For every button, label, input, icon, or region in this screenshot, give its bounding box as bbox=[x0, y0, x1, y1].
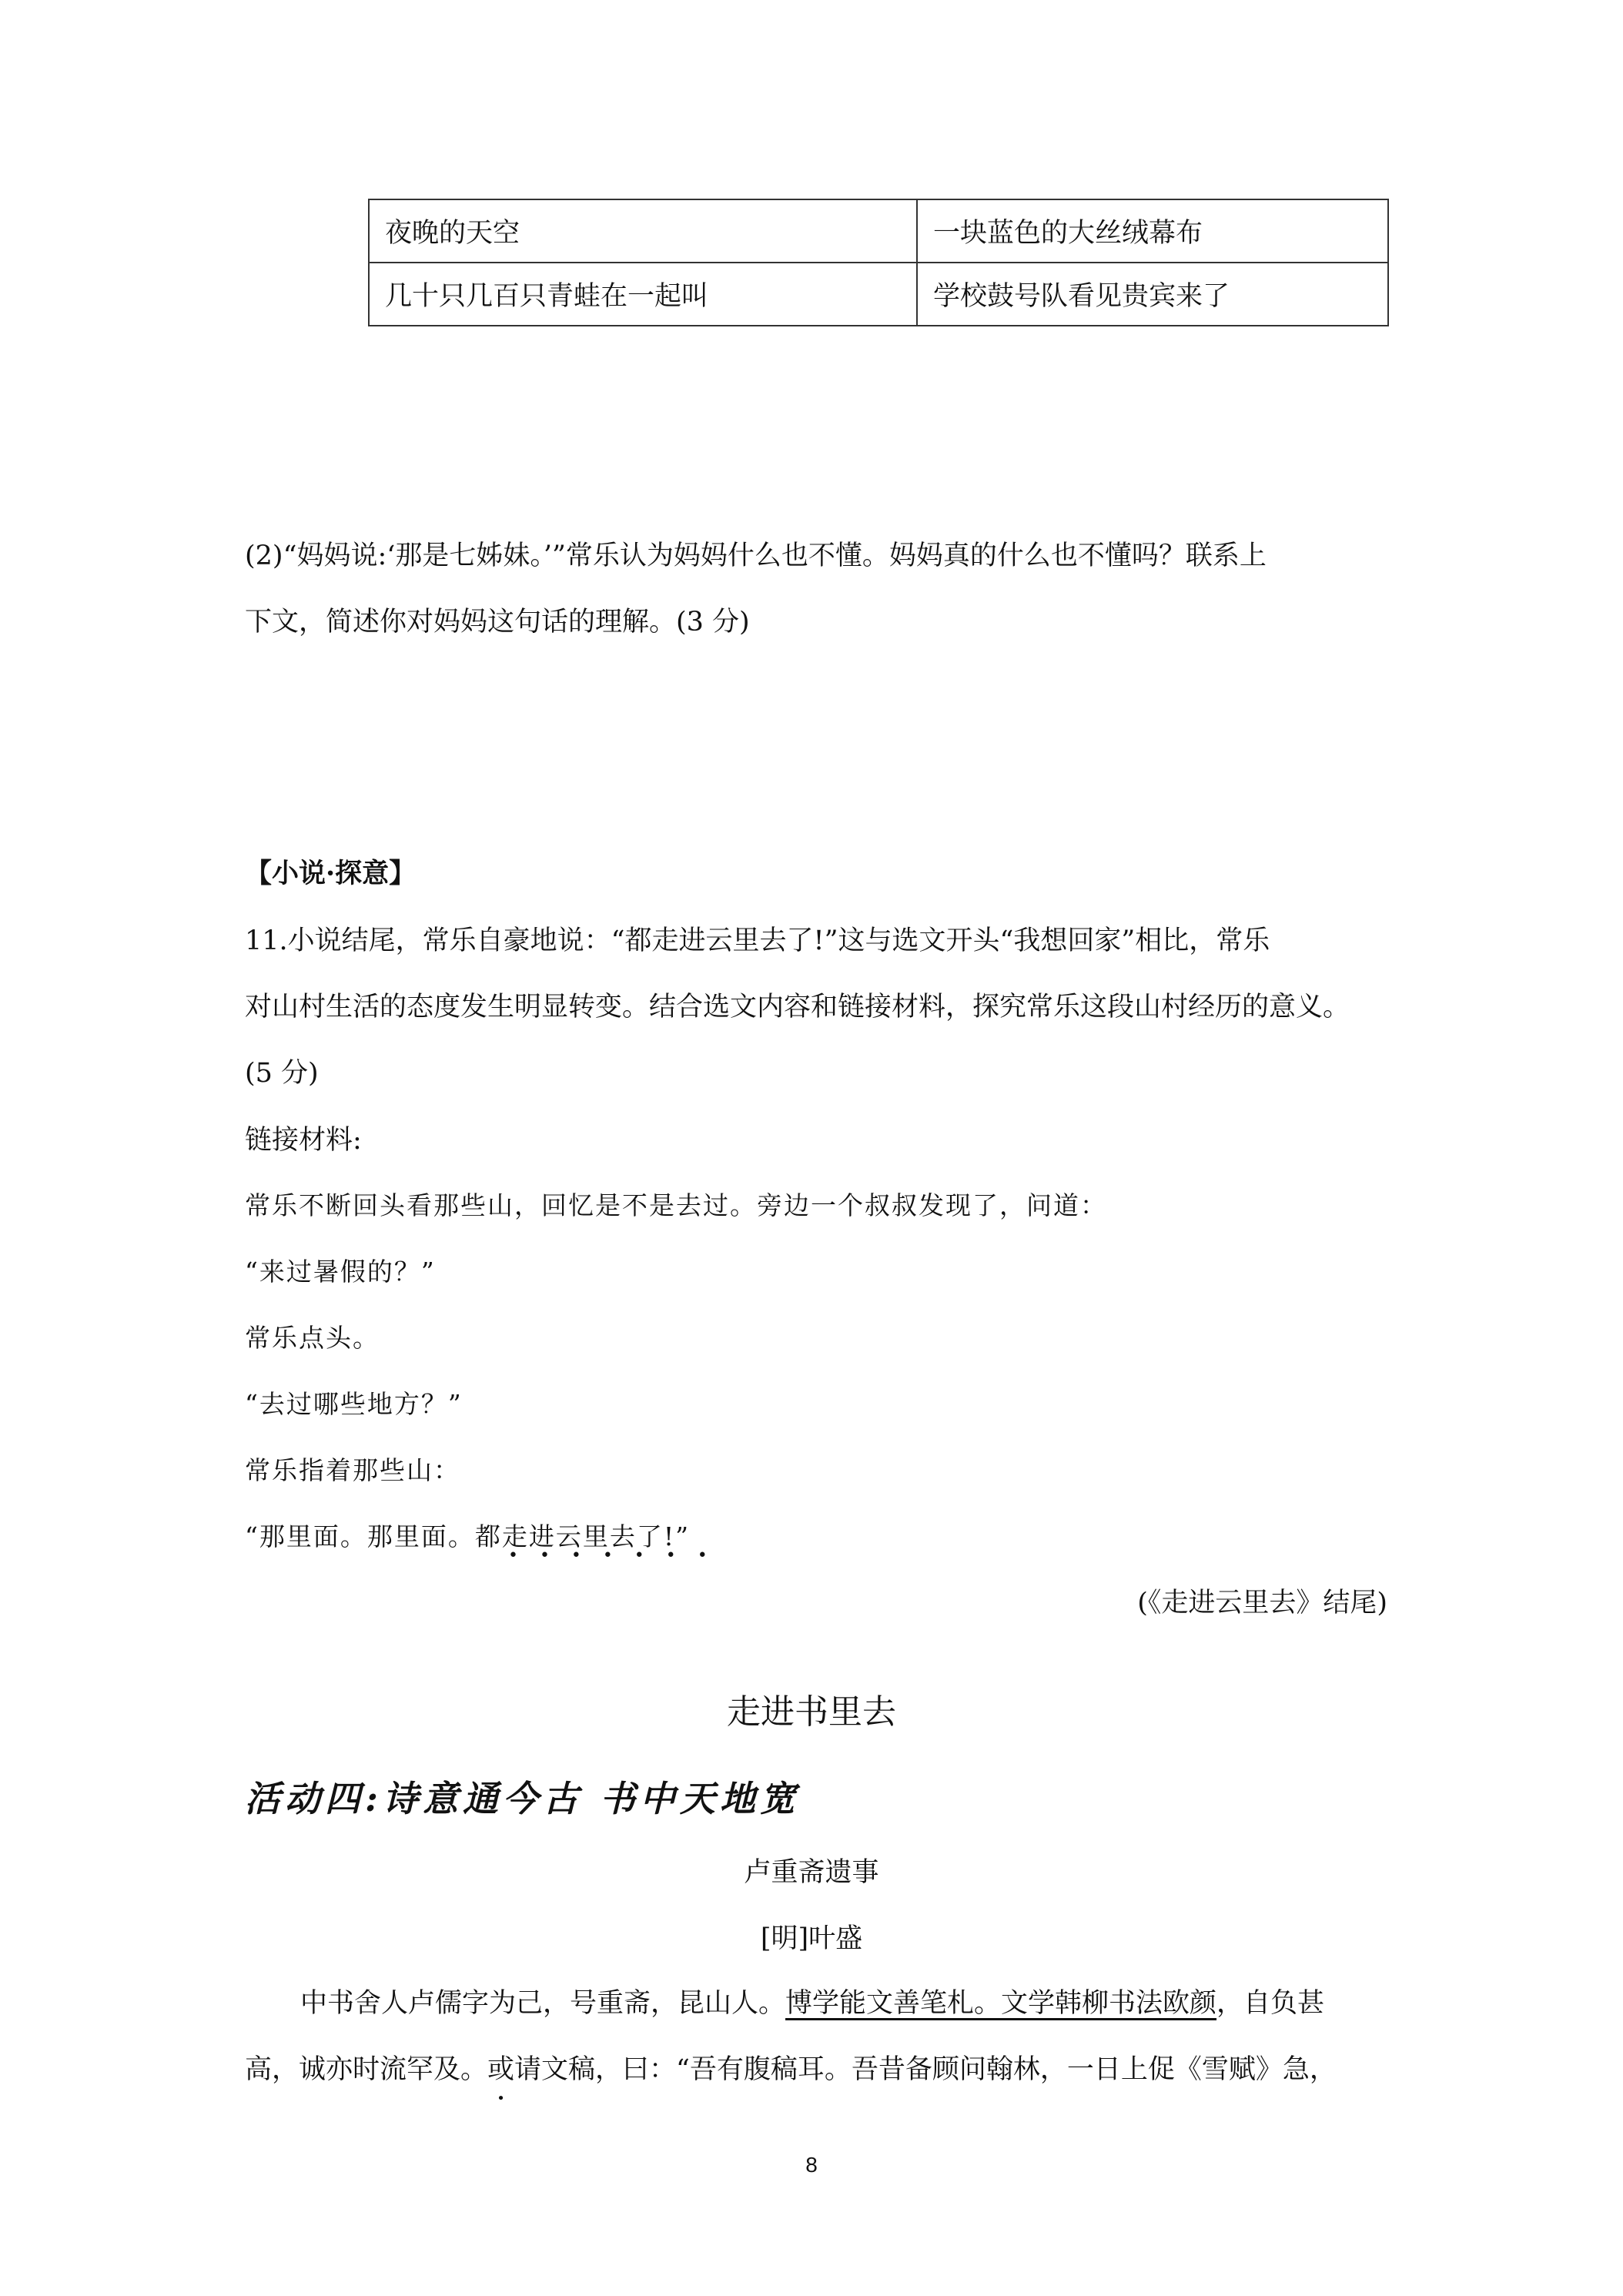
activity-title: 活动四:诗意通今古 书中天地宽 bbox=[245, 1778, 800, 1819]
text-run: 中书舍人卢儒字为己，号重斋，昆山人。 bbox=[300, 1988, 786, 2019]
text-run: 高，诚亦时流罕及。 bbox=[245, 2054, 488, 2085]
question-11-line-1: 11.小说结尾，常乐自豪地说：“都走进云里去了!”这与选文开头“我想回家”相比，常乐 bbox=[245, 925, 1270, 956]
table-row bbox=[369, 199, 1388, 263]
underlined-sentence: 博学能文善笔札。文学韩柳书法欧颜 bbox=[785, 1988, 1217, 2019]
table-cell: 几十只几百只青蛙在一起叫 bbox=[369, 263, 917, 326]
material-line: 常乐不断回头看那些山，回忆是不是去过。旁边一个叔叔发现了，问道： bbox=[245, 1190, 1107, 1220]
article-paragraph-line-1 bbox=[300, 1986, 1324, 2020]
material-line: 常乐指着那些山： bbox=[245, 1455, 460, 1485]
text-run: 请文稿，曰：“吾有腹稿耳。吾昔备顾问翰林，一日上促《雪赋》急， bbox=[514, 2054, 1337, 2085]
question-2-line-1: (2)“妈妈说:‘那是七姊妹。’”常乐认为妈妈什么也不懂。妈妈真的什么也不懂吗？联系上 bbox=[245, 541, 1267, 571]
question-2-line-2: 下文，简述你对妈妈这句话的理解。(3 分) bbox=[245, 607, 750, 638]
table-cell: 一块蓝色的大丝绒幕布 bbox=[917, 199, 1388, 263]
chapter-heading: 走进书里去 bbox=[727, 1692, 896, 1732]
material-line: “那里面。那里面。都走进云里去了!” bbox=[245, 1521, 691, 1551]
text-run: ，自负甚 bbox=[1216, 1988, 1325, 2019]
material-label: 链接材料: bbox=[245, 1125, 362, 1156]
emphasis-dots: • • • • • • • bbox=[508, 1546, 708, 1565]
material-line: “去过哪些地方？” bbox=[245, 1389, 463, 1419]
table-cell: 学校鼓号队看见贵宾来了 bbox=[917, 263, 1388, 326]
article-paragraph-line-2 bbox=[245, 2053, 1337, 2087]
material-line: 常乐点头。 bbox=[245, 1323, 380, 1353]
table-row bbox=[369, 263, 1388, 326]
question-11-line-2: 对山村生活的态度发生明显转变。结合选文内容和链接材料，探究常乐这段山村经历的意义。 bbox=[245, 992, 1350, 1022]
dotted-word: 或 bbox=[487, 2054, 515, 2085]
material-line: “来过暑假的？” bbox=[245, 1257, 436, 1287]
page-number: 8 bbox=[805, 2153, 818, 2177]
comparison-table bbox=[368, 199, 1389, 326]
question-11-line-3: (5 分) bbox=[245, 1058, 319, 1089]
section-title: 【小说·探意】 bbox=[245, 858, 417, 889]
article-author: [明]叶盛 bbox=[760, 1923, 863, 1954]
material-source: (《走进云里去》结尾) bbox=[1137, 1588, 1387, 1618]
table-cell: 夜晚的天空 bbox=[369, 199, 917, 263]
article-title: 卢重斋遗事 bbox=[744, 1857, 879, 1888]
